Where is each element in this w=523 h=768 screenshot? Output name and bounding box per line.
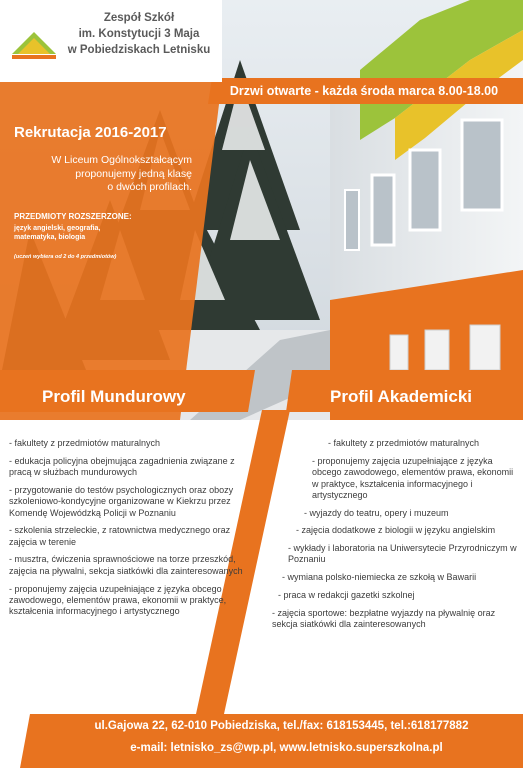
subjects-line1: język angielski, geografia,: [14, 225, 101, 232]
list-item: - wymiana polsko-niemiecka ze szkołą w Bawarii: [282, 572, 477, 583]
subjects-note: (uczeń wybiera od 2 do 4 przedmiotów): [14, 254, 117, 260]
akademicki-list: [270, 438, 520, 637]
list-item: - musztra, ćwiczenia sprawnościowe na torze przeszkód, zajęcia na pływalni, sekcja siatkówki dla zainteresowanych: [9, 554, 243, 576]
recruitment-intro-line2: proponujemy jedną klasę: [75, 167, 192, 180]
profile-akademicki-title: Profil Akademicki: [330, 387, 473, 406]
list-item: - zajęcia sportowe: bezpłatne wyjazdy na pływalnię oraz sekcja siatkówki dla zainteresowanych: [272, 607, 496, 629]
list-item: - proponujemy zajęcia uzupełniające z języka obcego zawodowego, elementów prawa, ekonomii w praktyce, kształcenia informacyjnego i artystycznego: [9, 583, 227, 617]
list-item: - zajęcia dodatkowe z biologii w języku angielskim: [296, 525, 496, 536]
list-item: - edukacja policyjna obejmująca zagadnienia związane z pracą w służbach mundurowych: [9, 455, 235, 478]
list-item: - wykłady i laboratoria na Uniwersytecie Przyrodniczym w Poznaniu: [288, 543, 517, 565]
subjects-title: PRZEDMIOTY ROZSZERZONE:: [14, 212, 132, 221]
list-item: - szkolenia strzeleckie, z ratownictwa medycznego oraz zajęcia w terenie: [9, 525, 231, 547]
mundurowy-list: [9, 438, 247, 624]
recruitment-intro-line3: o dwóch profilach.: [107, 181, 192, 193]
school-name: [58, 10, 220, 58]
list-item: - przygotowanie do testów psychologicznych oraz obozy szkoleniowo-kondycyjne organizowane w Kiekrzu przez Komendę Wojewódzką Policji w Poznaniu: [9, 484, 234, 518]
list-item: - fakultety z przedmiotów maturalnych: [9, 438, 161, 448]
profile-mundurowy-title: Profil Mundurowy: [42, 387, 186, 406]
subjects-list: [14, 224, 174, 242]
school-logo-icon: [10, 28, 58, 62]
school-name-line1: Zespół Szkół: [103, 12, 175, 24]
footer-contact: e-mail: letnisko_zs@wp.pl, www.letnisko.superszkolna.pl: [130, 742, 443, 754]
list-item: - praca w redakcji gazetki szkolnej: [278, 589, 415, 600]
recruitment-intro: [14, 154, 192, 195]
list-item: - proponujemy zajęcia uzupełniające z języka obcego zawodowego, elementów prawa, ekonomii w praktyce, kształcenia informacyjnego i artystycznego: [312, 455, 514, 500]
open-doors-banner: Drzwi otwarte - każda środa marca 8.00-18.00: [229, 84, 499, 98]
subjects-line2: matematyka, biologia: [14, 234, 86, 241]
school-name-line3: w Pobiedziskach Letnisku: [67, 44, 211, 56]
school-name-line2: im. Konstytucji 3 Maja: [78, 28, 200, 40]
list-item: - wyjazdy do teatru, opery i muzeum: [304, 507, 449, 518]
recruitment-title: Rekrutacja 2016-2017: [14, 124, 167, 141]
recruitment-intro-line1: W Liceum Ogólnokształcącym: [51, 154, 192, 166]
footer-address: ul.Gajowa 22, 62-010 Pobiedziska, tel./fax: 618153445, tel.:618177882: [94, 720, 469, 732]
list-item: - fakultety z przedmiotów maturalnych: [328, 438, 480, 448]
